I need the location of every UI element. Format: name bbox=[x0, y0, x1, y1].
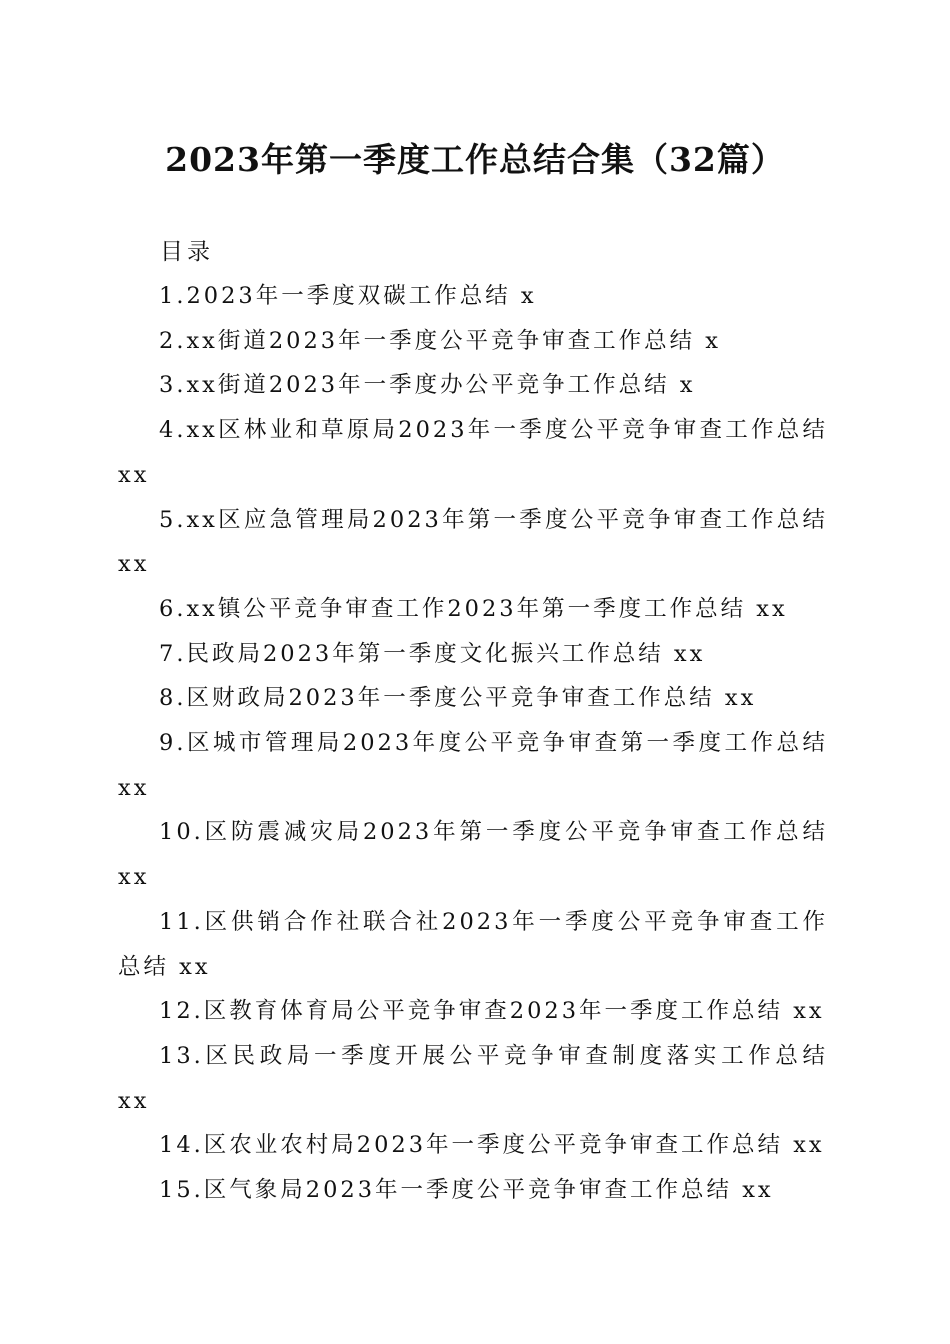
toc-item-1: 1.2023年一季度双碳工作总结 x bbox=[159, 283, 537, 309]
toc-item-4: 4.xx区林业和草原局2023年一季度公平竞争审查工作总结xx bbox=[118, 417, 828, 488]
toc-item-7: 7.民政局2023年第一季度文化振兴工作总结 xx bbox=[159, 640, 706, 667]
toc-item-15: 15.区气象局2023年一季度公平竞争审查工作总结 xx bbox=[159, 1177, 774, 1204]
toc-item-8: 8.区财政局2023年一季度公平竞争审查工作总结 xx bbox=[159, 685, 757, 712]
toc-item-12: 12.区教育体育局公平竞争审查2023年一季度工作总结 xx bbox=[159, 998, 825, 1025]
table-of-contents bbox=[118, 274, 828, 1213]
toc-item-6: 6.xx镇公平竞争审查工作2023年第一季度工作总结 xx bbox=[159, 595, 788, 622]
toc-item-11: 11.区供销合作社联合社2023年一季度公平竞争审查工作总结 xx bbox=[118, 908, 828, 980]
toc-item-13: 13.区民政局一季度开展公平竞争审查制度落实工作总结 xx bbox=[118, 1042, 828, 1114]
toc-item-10: 10.区防震减灾局2023年第一季度公平竞争审查工作总结 xx bbox=[118, 819, 828, 891]
toc-item-2: 2.xx街道2023年一季度公平竞争审查工作总结 x bbox=[159, 327, 721, 354]
toc-item-3: 3.xx街道2023年一季度办公平竞争工作总结 x bbox=[159, 372, 696, 399]
document-title: 2023年第一季度工作总结合集（32篇） bbox=[165, 140, 785, 179]
toc-heading: 目录 bbox=[160, 239, 214, 265]
toc-item-9: 9.区城市管理局2023年度公平竞争审查第一季度工作总结xx bbox=[118, 730, 828, 801]
toc-item-5: 5.xx区应急管理局2023年第一季度公平竞争审查工作总结xx bbox=[118, 506, 828, 578]
toc-item-14: 14.区农业农村局2023年一季度公平竞争审查工作总结 xx bbox=[159, 1132, 825, 1159]
